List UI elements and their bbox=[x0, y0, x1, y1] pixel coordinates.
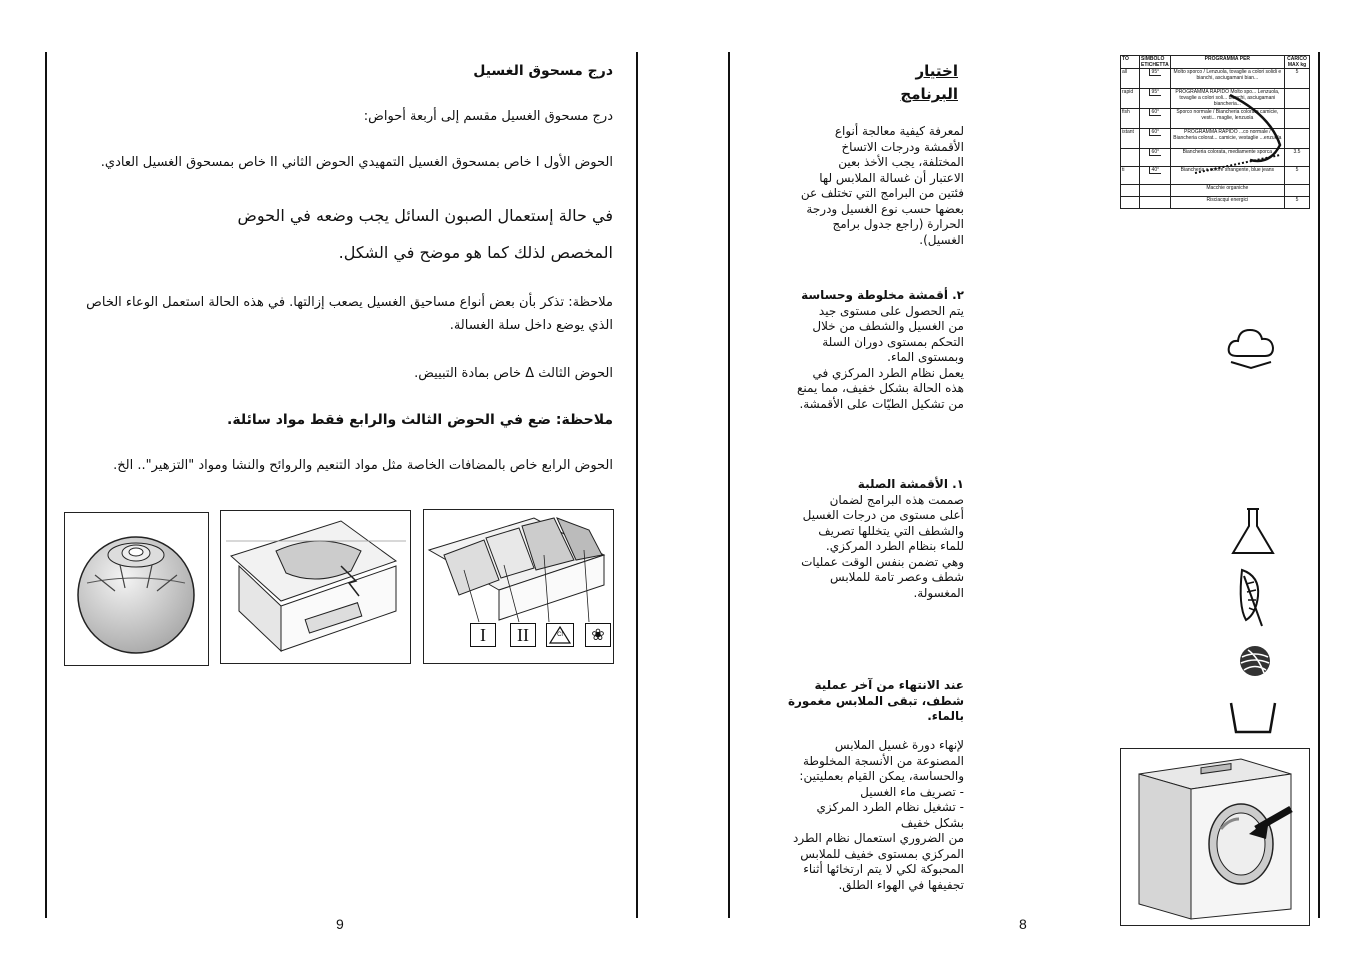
section1-title: ١. الأقمشة الصلبة bbox=[857, 477, 964, 491]
liquid-note-line1: في حالة إستعمال الصبون السائل يجب وضعه في الحوض bbox=[237, 206, 613, 225]
section2-line: من تشكيل الطيّات على الأقمشة. bbox=[799, 396, 964, 411]
program-intro bbox=[780, 124, 964, 248]
compartment-label-2: II bbox=[510, 623, 536, 647]
end-line: المصنوعة من الأنسجة المخلوطة bbox=[803, 753, 964, 768]
end-of-cycle-title bbox=[780, 678, 964, 725]
section1-line: شطف وعصر تامة للملابس bbox=[830, 570, 964, 584]
intro-line: الغسيل). bbox=[919, 232, 964, 247]
section1-line: أعلى مستوى من درجات الغسيل bbox=[802, 508, 964, 522]
program-table bbox=[1120, 55, 1310, 230]
table-cell: PROGRAMMA RAPIDO ...co normale / Biancheria colorat... camicie, vestaglie ...enzuola bbox=[1170, 129, 1284, 149]
page-number-left: 9 bbox=[336, 916, 344, 932]
program-heading bbox=[860, 60, 958, 106]
intro-text: درج مسحوق الغسيل مقسم إلى أربعة أحواض: bbox=[363, 109, 613, 124]
compartment-label-bleach bbox=[546, 623, 574, 647]
drawer-compartments-figure bbox=[423, 509, 614, 664]
compartment-label-1: I bbox=[470, 623, 496, 647]
section2-line: هذه الحالة بشكل خفيف، مما يمنع bbox=[797, 381, 964, 395]
table-cell: ti bbox=[1121, 167, 1140, 185]
section1-line: وهي تضمن بنفس الوقت عمليات bbox=[801, 554, 964, 569]
table-cell: Risciacqui energici bbox=[1170, 197, 1284, 209]
feather-icon bbox=[1232, 566, 1268, 628]
page-number-right: 8 bbox=[1019, 916, 1027, 932]
fourth-compartment-text: الحوض الرابع خاص بالمضافات الخاصة مثل مواد التنعيم والروائح والنشا ومواد "التزهير".. الخ. bbox=[113, 458, 613, 473]
third-compartment-text: الحوض الثالث Δ خاص بمادة التبييض. bbox=[414, 366, 613, 381]
table-cell: Sporco normale / Biancheria colorata camicie, vesti... maglie, lenzuola bbox=[1170, 109, 1284, 129]
end-line: من الضروري استعمال نظام الطرد bbox=[793, 831, 964, 845]
section-title: درج مسحوق الغسيل bbox=[473, 63, 613, 79]
end-line: تجفيفها في الهواء الطلق. bbox=[838, 877, 964, 892]
drawer-liquid-figure bbox=[220, 510, 411, 664]
section2-line: يتم الحصول على مستوى جيد bbox=[818, 303, 964, 318]
section2-line: يعمل نظام الطرد المركزي في bbox=[812, 365, 964, 380]
bleach-cl-label: Cl bbox=[557, 632, 563, 638]
intro-line: الحرارة (راجع جدول برامج bbox=[832, 217, 964, 231]
section2-line: وبمستوى الماء. bbox=[887, 350, 964, 364]
end-title-line: عند الانتهاء من آخر عملية bbox=[814, 678, 964, 692]
table-cell: istant bbox=[1121, 129, 1140, 149]
program-heading-line1: اختيار bbox=[915, 62, 958, 80]
program-heading-line2: البرنامج bbox=[900, 85, 958, 103]
wool-ball-icon bbox=[1236, 643, 1274, 679]
note-line2: الذي يوضع داخل سلة الغسالة. bbox=[449, 318, 613, 333]
wash-temp-symbol: 60° bbox=[1149, 129, 1162, 136]
section1-line: والشطف التي يتخللها تصريف bbox=[818, 523, 964, 538]
table-cell: rapid bbox=[1121, 89, 1140, 109]
end-line: لإنهاء دورة غسيل الملابس bbox=[834, 738, 964, 752]
section-mixed-fabrics bbox=[780, 288, 964, 412]
table-cell: Biancheria a colore sfrangente, blue jeans bbox=[1170, 167, 1284, 185]
cloud-steam-icon bbox=[1225, 322, 1277, 372]
table-cell: Macchie organiche bbox=[1170, 185, 1284, 197]
washing-machine-figure bbox=[1120, 748, 1310, 926]
table-cell: Molto sporco / Lenzuola, tovaglie a colori solidi e bianchi, asciugamani bian... bbox=[1170, 69, 1284, 89]
table-cell: PROGRAMMA RAPIDO Molto spo... Lenzuola, tovaglie a colori soli... bianchi, asciugamani biancheria... bbox=[1170, 89, 1284, 109]
liquid-note-line2: المخصص لذلك كما هو موضح في الشكل. bbox=[338, 243, 613, 262]
end-line: المركزي بمستوى خفيف للملابس bbox=[800, 846, 964, 861]
table-cell: all bbox=[1121, 69, 1140, 89]
right-page-right-rule bbox=[1318, 52, 1320, 918]
flask-icon bbox=[1230, 506, 1276, 556]
table-cell: fish bbox=[1121, 109, 1140, 129]
section1-line: صممت هذه البرامج لضمان bbox=[829, 492, 964, 507]
end-of-cycle-text bbox=[780, 738, 964, 893]
compartment-label-softener: ❀ bbox=[585, 623, 611, 647]
table-overlay-curve bbox=[1120, 55, 1310, 230]
section1-line: للماء بنظام الطرد المركزي. bbox=[825, 539, 964, 553]
wash-temp-symbol: 60° bbox=[1149, 149, 1162, 156]
intro-line: المختلفة، يجب الأخذ بعين bbox=[838, 155, 964, 169]
section-resistant-fabrics bbox=[780, 477, 964, 601]
right-page-left-rule bbox=[728, 52, 730, 918]
table-header-cell: TO bbox=[1121, 56, 1140, 69]
dosing-ball-figure bbox=[64, 512, 209, 666]
wash-temp-symbol: 60° bbox=[1149, 109, 1162, 116]
intro-line: بعضها حسب نوع الغسيل ودرجة bbox=[806, 201, 964, 216]
table-header-cell: SIMBOLO ETICHETTA bbox=[1141, 56, 1169, 68]
section2-title: ٢. أقمشة مخلوطة وحساسة bbox=[801, 288, 964, 302]
wash-tub-icon bbox=[1228, 700, 1278, 736]
wash-temp-symbol: 95° bbox=[1149, 89, 1162, 96]
table-cell: 3.5 bbox=[1285, 149, 1310, 167]
end-line: المحبوكة لكي لا يتم ارتخائها أثناء bbox=[803, 862, 964, 876]
end-line: - تصريف ماء الغسيل bbox=[860, 784, 964, 799]
table-cell: 5 bbox=[1285, 197, 1310, 209]
end-line: - تشغيل نظام الطرد المركزي bbox=[816, 800, 964, 814]
section2-line: من الغسيل والشطف من خلال bbox=[812, 319, 964, 333]
table-header-cell: PROGRAMMA PER bbox=[1170, 56, 1284, 69]
left-margin-rule bbox=[45, 52, 47, 918]
wash-temp-symbol: 95° bbox=[1149, 69, 1162, 76]
end-line: بشكل خفيف bbox=[900, 815, 964, 830]
left-page-right-rule bbox=[636, 52, 638, 918]
intro-line: الاعتبار أن غسالة الملابس لها bbox=[819, 170, 964, 185]
compartments-text: الحوض الأول I خاص بمسحوق الغسيل التمهيدي الحوض الثاني II خاص بمسحوق الغسيل العادي. bbox=[100, 155, 613, 170]
intro-line: الأقمشة ودرجات الاتساخ bbox=[841, 139, 964, 154]
bold-note: ملاحظة: ضع في الحوض الثالث والرابع فقط مواد سائلة. bbox=[227, 412, 613, 428]
section2-line: التحكم بمستوى دوران السلة bbox=[822, 334, 964, 349]
end-title-line: شطف، تبقى الملابس مغمورة bbox=[787, 693, 964, 708]
end-title-line: بالماء. bbox=[927, 709, 964, 723]
table-cell: 5 bbox=[1285, 167, 1310, 185]
note-line1: ملاحظة: تذكر بأن بعض أنواع مساحيق الغسيل يصعب إزالتها. في هذه الحالة استعمل الوعاء الخاص bbox=[86, 295, 613, 310]
end-line: والحساسة، يمكن القيام بعمليتين: bbox=[799, 769, 964, 783]
table-cell: 5 bbox=[1285, 69, 1310, 89]
table-header-cell: CARICO MAX kg bbox=[1285, 56, 1310, 69]
wash-temp-symbol: 40° bbox=[1149, 167, 1162, 174]
intro-line: لمعرفة كيفية معالجة أنواع bbox=[834, 124, 964, 138]
table-cell: Biancheria colorata, mediamente sporca bbox=[1170, 149, 1284, 167]
intro-line: فئتين من البرامج التي تختلف عن bbox=[800, 186, 964, 200]
section1-line: المغسولة. bbox=[913, 585, 964, 600]
